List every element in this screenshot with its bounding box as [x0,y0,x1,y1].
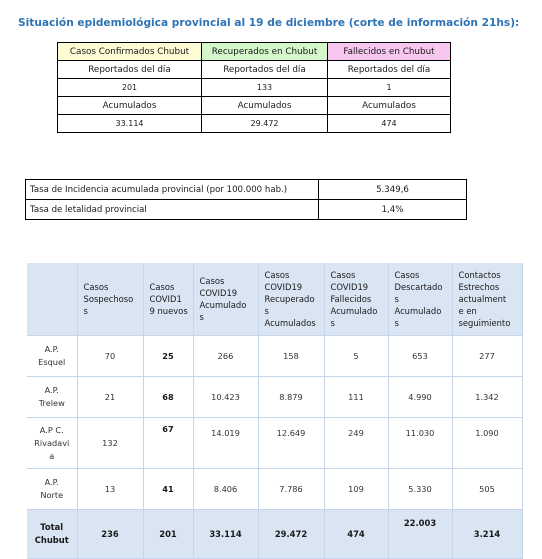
text-line: Fallecidos [330,294,372,304]
area-row [27,377,522,418]
area-row [27,336,522,377]
deceased-header: Fallecidos en Chubut [328,43,451,61]
cumulative-cases-header [193,263,258,336]
area-value: 4.990 [388,377,452,418]
text-line: COVID19 [264,282,303,292]
text-line: s [264,306,269,316]
text-line: Esquel [38,357,66,367]
zone-label [27,336,77,377]
area-value: 70 [77,336,143,377]
summary-table [57,42,451,133]
recovered-header: Recuperados en Chubut [202,43,328,61]
text-line: Casos [149,282,175,292]
areas-header-row [27,263,522,336]
text-line: 9 nuevos [149,306,188,316]
total-value: 474 [324,510,388,559]
area-value: 5 [324,336,388,377]
cumulative-deceased-value: 474 [328,115,451,133]
text-line: s [83,306,88,316]
daily-label: Reportados del día [328,61,451,79]
area-value: 21 [77,377,143,418]
text-line: Trelew [38,398,65,408]
deceased-header [324,263,388,336]
page-title: Situación epidemiológica provincial al 19 de diciembre (corte de información 21hs): [18,17,520,29]
zone-label [27,418,77,469]
area-row [27,418,522,469]
area-value: 111 [324,377,388,418]
text-line: Acumulado [330,306,378,316]
daily-recovered-value: 133 [202,79,328,97]
cumulative-label-row [58,97,451,115]
cumulative-recovered-value: 29.472 [202,115,328,133]
text-line: actualment [458,294,507,304]
daily-label: Reportados del día [58,61,202,79]
confirmed-header: Casos Confirmados Chubut [58,43,202,61]
text-line: Descartado [394,282,443,292]
area-value: 653 [388,336,452,377]
text-line: Contactos [458,270,501,280]
text-line: Casos [83,282,109,292]
total-value: 22.003 [388,510,452,559]
total-zone-label [27,510,77,559]
area-value: 109 [324,469,388,510]
text-line: Chubut [34,535,69,545]
area-value: 158 [258,336,324,377]
areas-table [27,263,523,559]
text-line: s [394,318,399,328]
area-value: 12.649 [258,418,324,469]
areas-body [27,336,522,510]
contacts-header [452,263,522,336]
cumulative-label: Acumulados [328,97,451,115]
area-value: 7.786 [258,469,324,510]
daily-deceased-value: 1 [328,79,451,97]
area-row [27,469,522,510]
area-value: 505 [452,469,522,510]
cumulative-values-row [58,115,451,133]
area-value: 277 [452,336,522,377]
area-value: 132 [77,418,143,469]
daily-values-row [58,79,451,97]
cumulative-label: Acumulados [202,97,328,115]
total-value: 33.114 [193,510,258,559]
text-line: COVID1 [149,294,182,304]
area-value: 266 [193,336,258,377]
incidence-rate-row [26,180,467,200]
daily-label-row [58,61,451,79]
text-line: A.P C. [39,424,64,435]
area-value: 14.019 [193,418,258,469]
daily-confirmed-value: 201 [58,79,202,97]
suspected-header [77,263,143,336]
total-row [27,510,522,559]
text-line: seguimiento [458,318,511,328]
area-value: 1.342 [452,377,522,418]
text-line: s [394,294,399,304]
area-value: 11.030 [388,418,452,469]
incidence-rate-value: 5.349,6 [319,180,467,200]
area-value: 41 [143,469,193,510]
text-line: Casos [199,276,225,286]
cumulative-confirmed-value: 33.114 [58,115,202,133]
area-value: 10.423 [193,377,258,418]
text-line: e en [458,306,477,316]
new-cases-header [143,263,193,336]
text-line: Recuperado [264,294,315,304]
text-line: A.P. [44,344,59,354]
text-line: Acumulados [264,318,316,328]
lethality-rate-value: 1,4% [319,200,467,220]
text-line: COVID19 [330,282,369,292]
text-line: Casos [264,270,290,280]
text-line: COVID19 [199,288,238,298]
area-value: 8.406 [193,469,258,510]
daily-label: Reportados del día [202,61,328,79]
text-line: A.P. [44,477,59,487]
total-value: 3.214 [452,510,522,559]
incidence-rate-label: Tasa de Incidencia acumulada provincial (por 100.000 hab.) [26,180,319,200]
text-line: Casos [394,270,420,280]
text-line: s [199,312,204,322]
cumulative-label: Acumulados [58,97,202,115]
total-value: 236 [77,510,143,559]
text-line: Casos [330,270,356,280]
text-line: Rivadavi [34,437,70,448]
zone-header [27,263,77,336]
discarded-header [388,263,452,336]
total-value: 29.472 [258,510,324,559]
recovered-header [258,263,324,336]
area-value: 5.330 [388,469,452,510]
area-value: 68 [143,377,193,418]
area-value: 25 [143,336,193,377]
area-value: 67 [143,418,193,469]
text-line: Estrechos [458,282,500,292]
text-line: Norte [40,490,64,500]
text-line: Acumulado [199,300,247,310]
area-value: 1.090 [452,418,522,469]
area-value: 13 [77,469,143,510]
lethality-rate-label: Tasa de letalidad provincial [26,200,319,220]
text-line: Total [40,522,64,532]
rates-table [25,179,467,220]
lethality-rate-row [26,200,467,220]
text-line: a [49,450,55,461]
zone-label [27,469,77,510]
text-line: Sospechoso [83,294,134,304]
area-value: 249 [324,418,388,469]
text-line: Acumulado [394,306,442,316]
text-line: s [330,318,335,328]
text-line: A.P. [44,385,59,395]
total-value: 201 [143,510,193,559]
summary-header-row [58,43,451,61]
area-value: 8.879 [258,377,324,418]
zone-label [27,377,77,418]
